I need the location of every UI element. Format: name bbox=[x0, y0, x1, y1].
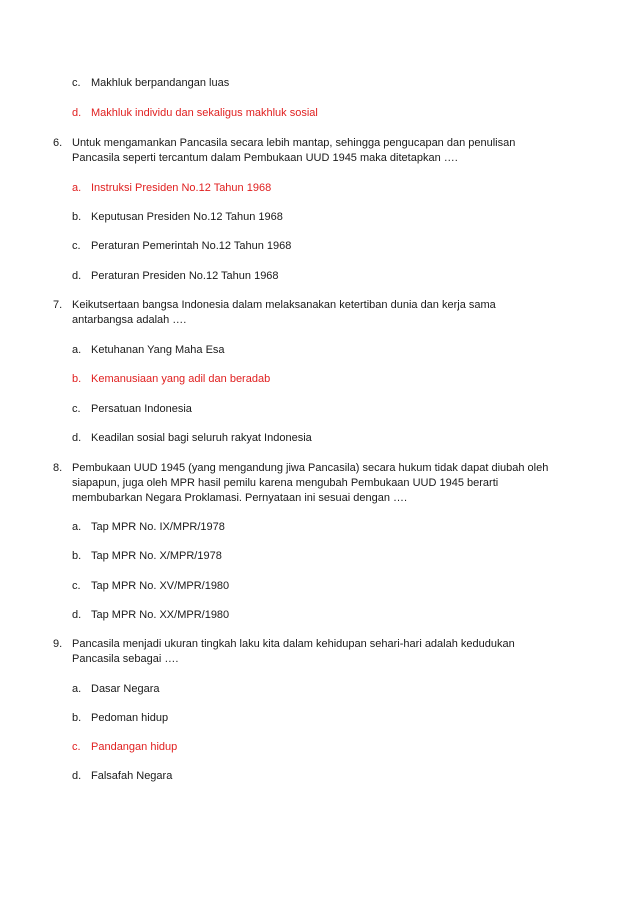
option-text: Keputusan Presiden No.12 Tahun 1968 bbox=[91, 211, 283, 223]
option-letter: d. bbox=[72, 609, 82, 621]
option-letter: a. bbox=[72, 521, 82, 533]
question-number: 9. bbox=[53, 638, 63, 650]
option-text: Peraturan Pemerintah No.12 Tahun 1968 bbox=[91, 240, 292, 252]
option-letter: d. bbox=[72, 107, 82, 119]
option-letter: b. bbox=[72, 211, 82, 223]
question-text-line: antarbangsa adalah …. bbox=[72, 314, 187, 326]
question-text-line: Pancasila seperti tercantum dalam Pembukaan UUD 1945 maka ditetapkan …. bbox=[72, 152, 458, 164]
option-letter: d. bbox=[72, 432, 82, 444]
option-text: Pandangan hidup bbox=[91, 741, 178, 753]
option-letter: b. bbox=[72, 712, 82, 724]
option-text: Persatuan Indonesia bbox=[91, 403, 192, 415]
option-letter: a. bbox=[72, 683, 82, 695]
option-text: Keadilan sosial bagi seluruh rakyat Indonesia bbox=[91, 432, 312, 444]
question-text-line: Pancasila sebagai …. bbox=[72, 653, 179, 665]
option-letter: d. bbox=[72, 270, 82, 282]
option-letter: b. bbox=[72, 373, 82, 385]
option-letter: a. bbox=[72, 344, 82, 356]
option-text: Instruksi Presiden No.12 Tahun 1968 bbox=[91, 182, 272, 194]
option-text: Tap MPR No. XX/MPR/1980 bbox=[91, 609, 230, 621]
option-text: Ketuhanan Yang Maha Esa bbox=[91, 344, 225, 356]
option-text: Pedoman hidup bbox=[91, 712, 169, 724]
question-number: 8. bbox=[53, 462, 63, 474]
question-number: 7. bbox=[53, 299, 63, 311]
question-text-line: Pancasila menjadi ukuran tingkah laku kita dalam kehidupan sehari-hari adalah kedudukan bbox=[72, 638, 515, 650]
option-letter: c. bbox=[72, 240, 81, 252]
option-text: Makhluk individu dan sekaligus makhluk sosial bbox=[91, 107, 318, 119]
option-letter: c. bbox=[72, 741, 81, 753]
option-text: Tap MPR No. X/MPR/1978 bbox=[91, 550, 222, 562]
option-text: Makhluk berpandangan luas bbox=[91, 77, 230, 89]
question-text-line: Untuk mengamankan Pancasila secara lebih mantap, sehingga pengucapan dan penulisan bbox=[72, 137, 516, 149]
option-letter: c. bbox=[72, 77, 81, 89]
option-letter: b. bbox=[72, 550, 82, 562]
option-text: Tap MPR No. IX/MPR/1978 bbox=[91, 521, 225, 533]
option-letter: c. bbox=[72, 403, 81, 415]
option-text: Dasar Negara bbox=[91, 683, 160, 695]
option-letter: d. bbox=[72, 770, 82, 782]
option-text: Peraturan Presiden No.12 Tahun 1968 bbox=[91, 270, 279, 282]
option-text: Kemanusiaan yang adil dan beradab bbox=[91, 373, 271, 385]
question-text-line: Keikutsertaan bangsa Indonesia dalam melaksanakan ketertiban dunia dan kerja sama bbox=[72, 299, 496, 311]
option-letter: a. bbox=[72, 182, 82, 194]
question-text-line: siapapun, juga oleh MPR hasil pemilu karena mengubah Pembukaan UUD 1945 berarti bbox=[72, 477, 499, 489]
question-number: 6. bbox=[53, 137, 63, 149]
question-text-line: membubarkan Negara Proklamasi. Pernyataan ini sesuai dengan …. bbox=[72, 492, 408, 504]
option-text: Falsafah Negara bbox=[91, 770, 173, 782]
option-text: Tap MPR No. XV/MPR/1980 bbox=[91, 580, 230, 592]
question-text-line: Pembukaan UUD 1945 (yang mengandung jiwa Pancasila) secara hukum tidak dapat diubah oleh bbox=[72, 462, 549, 474]
option-letter: c. bbox=[72, 580, 81, 592]
